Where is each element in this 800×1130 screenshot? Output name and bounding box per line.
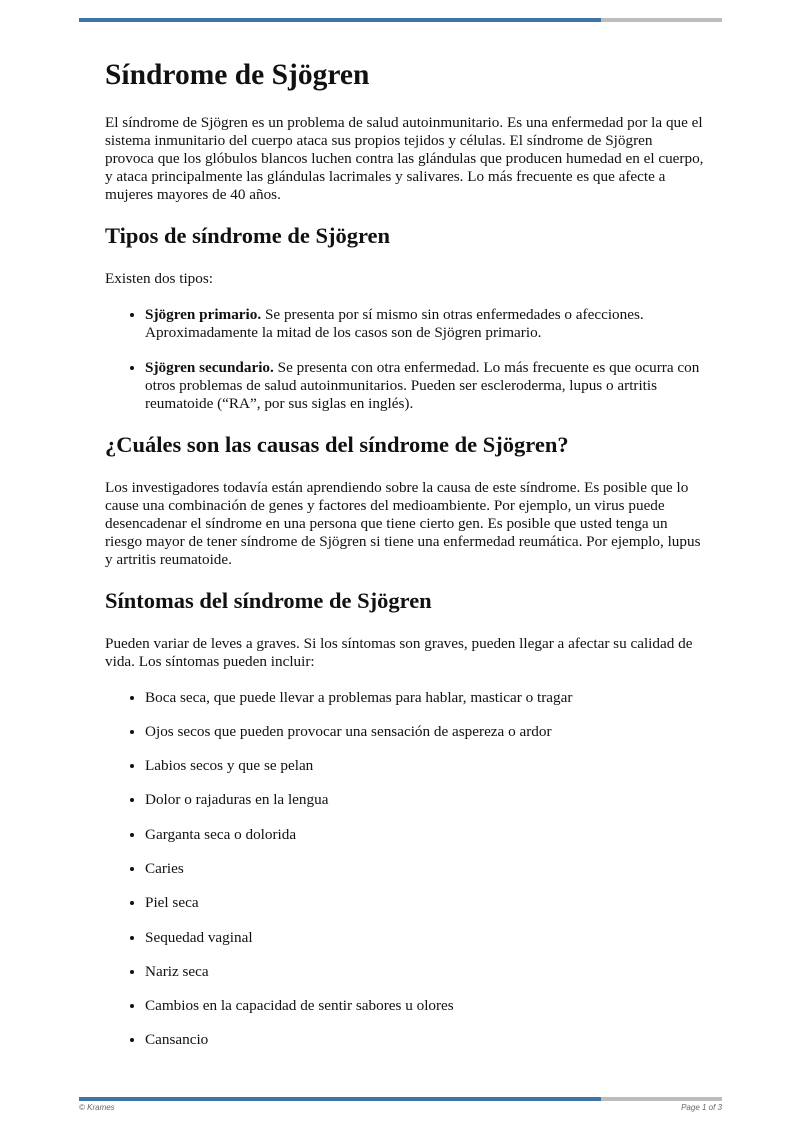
top-rule-blue [79, 18, 601, 22]
list-item [145, 359, 705, 413]
bottom-rule [79, 1097, 722, 1101]
list-item: • Sequedad vaginal [145, 929, 705, 947]
causes-paragraph: Los investigadores todavía están aprendiendo sobre la causa de este síndrome. Es posible que lo cause una combinación de genes y factores del medioambiente. Por ejemplo, un virus puede desencadenar el síndrome en una persona que tiene cierto gen. Es posible que usted tenga un riesgo mayor de tener síndrome de Sjögren si tiene una enfermedad reumática. Por ejemplo, lupus y artritis reumatoide. [105, 478, 701, 568]
type-term: Sjögren secundario. [145, 358, 274, 376]
bottom-rule-gray [601, 1097, 722, 1101]
symptoms-lead: Pueden variar de leves a graves. Si los síntomas son graves, pueden llegar a afectar su calidad de vida. Los síntomas pueden incluir: [105, 634, 693, 670]
type-text: Se presenta con otra enfermedad. Lo más frecuente es que ocurra con otros problemas de salud autoinmunitarios. Pueden ser escleroderma, lupus o artritis reumatoide (“RA”, por sus siglas en inglés). [145, 358, 700, 412]
types-lead: Existen dos tipos: [105, 270, 214, 287]
list-item [145, 306, 705, 342]
list-item: • Piel seca [145, 894, 705, 912]
top-rule [79, 18, 722, 22]
page-title: Síndrome de Sjögren [105, 59, 370, 91]
list-item: • Ojos secos que pueden provocar una sensación de aspereza o ardor [145, 723, 705, 741]
symptoms-heading: Síntomas del síndrome de Sjögren [105, 587, 432, 613]
page-number: Page 1 of 3 [681, 1103, 722, 1112]
bottom-rule-blue [79, 1097, 601, 1101]
copyright: © Krames [79, 1103, 115, 1112]
list-item: • Dolor o rajaduras en la lengua [145, 791, 705, 809]
type-text: Se presenta por sí mismo sin otras enfermedades o afecciones. Aproximadamente la mitad de los casos son de Sjögren primario. [145, 306, 644, 341]
types-heading: Tipos de síndrome de Sjögren [105, 223, 391, 248]
symptoms-list [105, 689, 705, 1050]
causes-heading: ¿Cuáles son las causas del síndrome de Sjögren? [105, 431, 569, 457]
types-list [105, 306, 705, 413]
list-item: • Garganta seca o dolorida [145, 826, 705, 844]
list-item: • Nariz seca [145, 963, 705, 981]
list-item: • Caries [145, 860, 705, 878]
document-body [105, 56, 705, 1067]
top-rule-gray [601, 18, 722, 22]
list-item: • Labios secos y que se pelan [145, 757, 705, 775]
list-item: • Cansancio [145, 1031, 705, 1049]
type-term: Sjögren primario. [145, 306, 262, 323]
list-item: • Cambios en la capacidad de sentir sabores u olores [145, 997, 705, 1015]
list-item: • Boca seca, que puede llevar a problemas para hablar, masticar o tragar [145, 689, 705, 707]
intro-paragraph: El síndrome de Sjögren es un problema de salud autoinmunitario. Es una enfermedad por la que el sistema inmunitario del cuerpo ataca sus propios tejidos y células. El síndrome de Sjögren provoca que los glóbulos blancos luchen contra las glándulas que producen humedad en el cuerpo, y ataca principalmente las glándulas lacrimales y salivares. Lo más frecuente es que afecte a mujeres mayores de 40 años. [105, 114, 704, 203]
